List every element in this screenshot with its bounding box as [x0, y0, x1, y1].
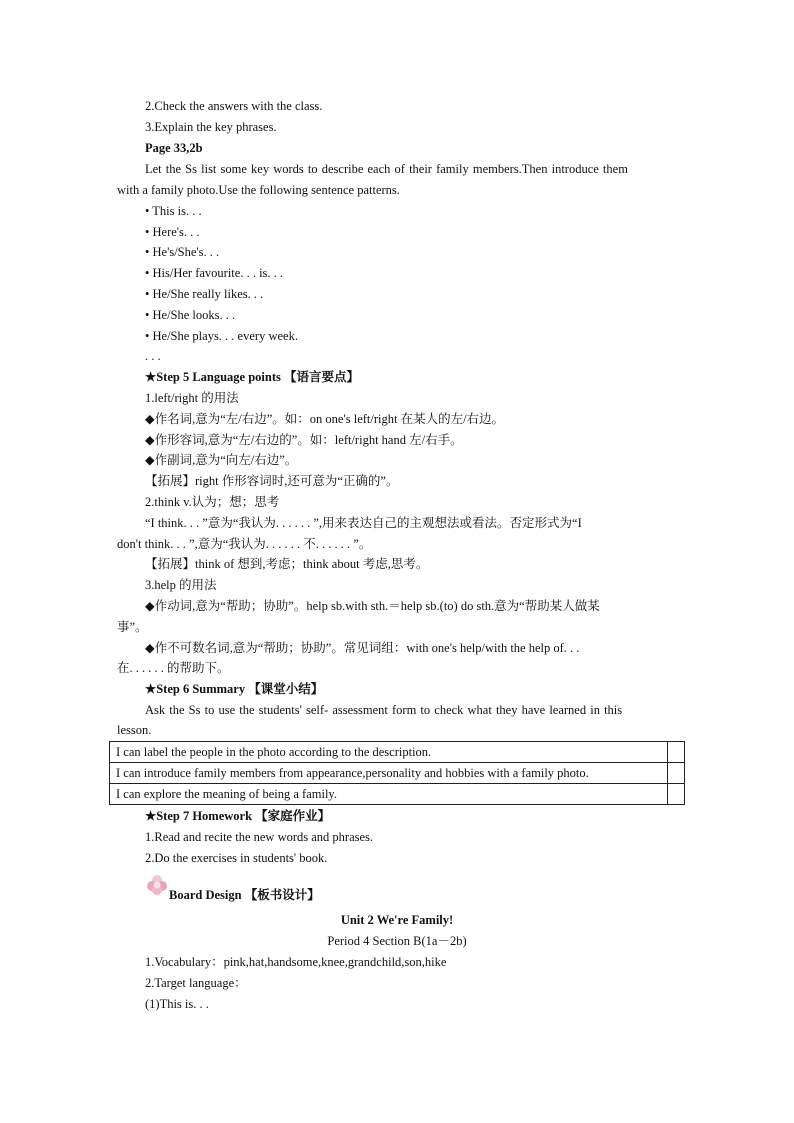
- text-line: 2.Check the answers with the class.: [145, 99, 323, 113]
- text-line: don't think. . . ”,意为“我认为. . . . . . 不. . . . . . ”。: [117, 537, 372, 551]
- text-line: ◆作副词,意为“向左/右边”。: [145, 453, 298, 467]
- text-line: 事”。: [117, 620, 148, 634]
- board-design-heading: Board Design 【板书设计】: [169, 888, 320, 902]
- checkbox-cell[interactable]: [668, 763, 685, 784]
- text-line: Ask the Ss to use the students' self- assessment form to check what they have learned in this: [145, 703, 623, 717]
- text-line: with a family photo.Use the following sentence patterns.: [117, 183, 400, 197]
- text-line: 3.help 的用法: [145, 578, 217, 592]
- pattern-item: • He/She plays. . . every week.: [145, 329, 298, 343]
- text-line: (1)This is. . .: [145, 997, 209, 1011]
- text-line: 1.Vocabulary：pink,hat,handsome,knee,grandchild,son,hike: [145, 955, 447, 969]
- text-line: ◆作名词,意为“左/右边”。如：on one's left/right 在某人的左/右边。: [145, 412, 505, 426]
- checkbox-cell[interactable]: [668, 784, 685, 805]
- text-line: 1.left/right 的用法: [145, 391, 239, 405]
- text-line: lesson.: [117, 723, 152, 737]
- pattern-item: • Here's. . .: [145, 225, 200, 239]
- flower-icon: [146, 874, 168, 896]
- table-row: [110, 784, 685, 805]
- section-heading: ★Step 7 Homework 【家庭作业】: [145, 809, 331, 823]
- page-reference: Page 33,2b: [145, 141, 203, 155]
- pattern-item: • His/Her favourite. . . is. . .: [145, 266, 284, 280]
- text-line: 3.Explain the key phrases.: [145, 120, 277, 134]
- text-line: 【拓展】think of 想到,考虑；think about 考虑,思考。: [145, 557, 429, 571]
- section-heading: ★Step 6 Summary 【课堂小结】: [145, 682, 324, 696]
- text-line: 2.Target language：: [145, 976, 247, 990]
- text-line: 在. . . . . . 的帮助下。: [117, 661, 230, 675]
- text-line: 2.think v.认为；想；思考: [145, 495, 280, 509]
- section-heading: ★Step 5 Language points 【语言要点】: [145, 370, 360, 384]
- pattern-item: • This is. . .: [145, 204, 202, 218]
- text-line: 【拓展】right 作形容词时,还可意为“正确的”。: [145, 474, 399, 488]
- assessment-statement: I can introduce family members from appearance,personality and hobbies with a family photo.: [110, 763, 668, 784]
- assessment-statement: I can label the people in the photo according to the description.: [110, 742, 668, 763]
- checkbox-cell[interactable]: [668, 742, 685, 763]
- text-line: . . .: [145, 349, 161, 363]
- table-row: [110, 763, 685, 784]
- text-line: ◆作不可数名词,意为“帮助；协助”。常见词组：with one's help/with the help of. . .: [145, 641, 580, 655]
- unit-title: Unit 2 We're Family!: [340, 913, 454, 927]
- assessment-statement: I can explore the meaning of being a family.: [110, 784, 668, 805]
- text-line: Let the Ss list some key words to describe each of their family members.Then introduce them: [145, 162, 628, 176]
- text-line: “I think. . . ”意为“我认为. . . . . . ”,用来表达自己的主观想法或看法。否定形式为“I: [145, 516, 582, 530]
- self-assessment-table: [109, 741, 685, 805]
- text-line: ◆作形容词,意为“左/右边的”。如：left/right hand 左/右手。: [145, 433, 463, 447]
- pattern-item: • He's/She's. . .: [145, 245, 220, 259]
- period-title: Period 4 Section B(1a－2b): [327, 934, 467, 948]
- text-line: 1.Read and recite the new words and phrases.: [145, 830, 374, 844]
- pattern-item: • He/She really likes. . .: [145, 287, 264, 301]
- pattern-item: • He/She looks. . .: [145, 308, 236, 322]
- text-line: ◆作动词,意为“帮助；协助”。help sb.with sth.＝help sb.(to) do sth.意为“帮助某人做某: [145, 599, 600, 613]
- table-row: [110, 742, 685, 763]
- text-line: 2.Do the exercises in students' book.: [145, 851, 328, 865]
